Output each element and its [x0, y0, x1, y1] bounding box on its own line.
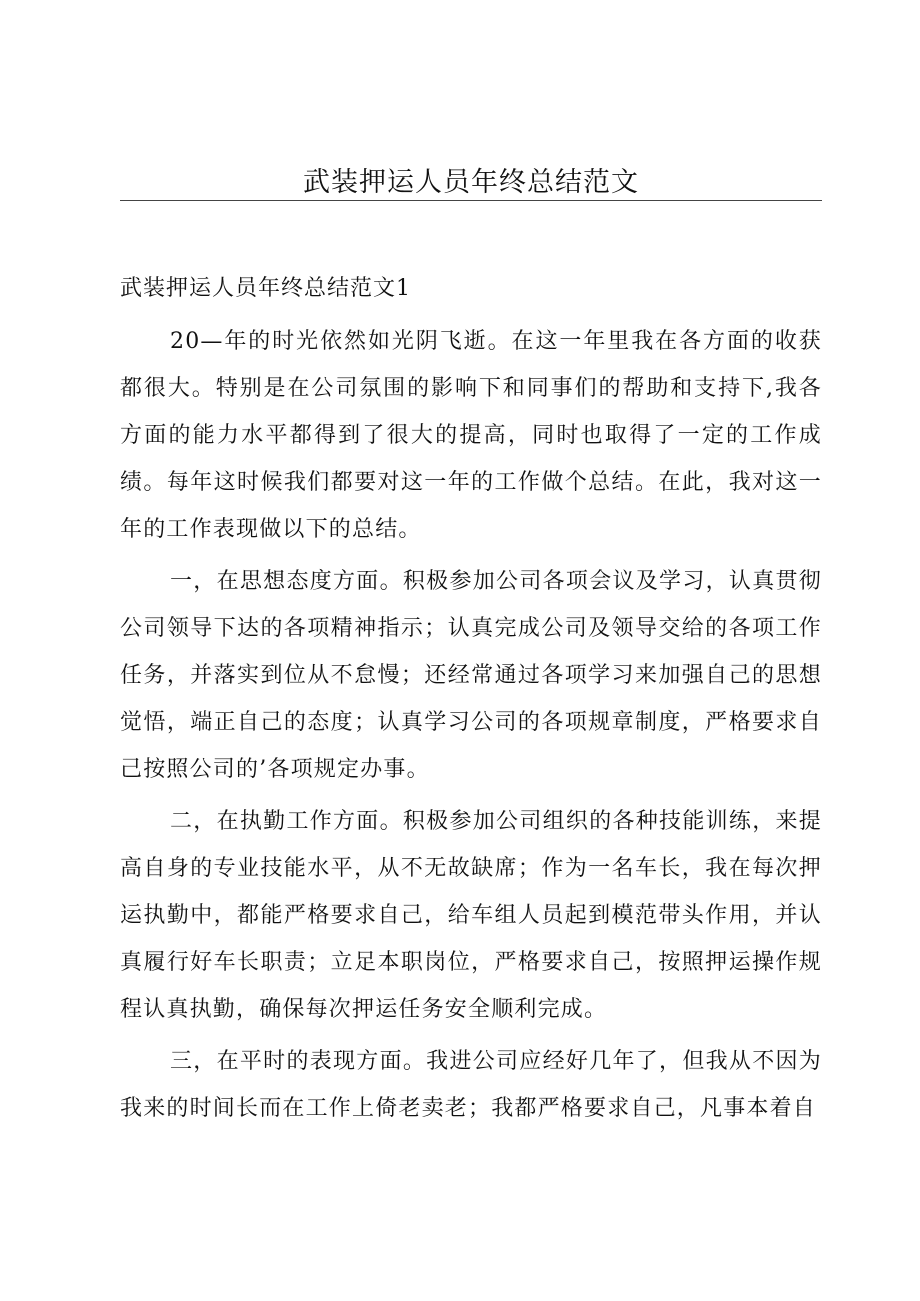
paragraph-attitude: 一，在思想态度方面。积极参加公司各项会议及学习，认真贯彻公司领导下达的各项精神指示；认真完成公司及领导交给的各项工作任务，并落实到位从不怠慢；还经常通过各项学习来加强自己的思想觉悟，端正自己的态度；认真学习公司的各项规章制度，严格要求自己按照公司的’各项规定办事。 — [120, 569, 822, 782]
paragraph-daily-conduct: 三，在平时的表现方面。我进公司应经好几年了，但我从不因为我来的时间长而在工作上倚老卖老；我都严格要求自己，凡事本着自 — [120, 1049, 822, 1121]
title-divider — [120, 200, 822, 201]
document-body — [120, 318, 822, 1137]
document-title: 武装押运人员年终总结范文 — [303, 167, 639, 198]
paragraph-duty: 二，在执勤工作方面。积极参加公司组织的各种技能训练，来提高自身的专业技能水平，从不无故缺席；作为一名车长，我在每次押运执勤中，都能严格要求自己，给车组人员起到模范带头作用，并认真履行好车长职责；立足本职岗位，严格要求自己，按照押运操作规程认真执勤，确保每次押运任务安全顺利完成。 — [120, 809, 822, 1022]
section-heading: 武装押运人员年终总结范文1 — [120, 276, 411, 301]
paragraph-intro: 20—年的时光依然如光阴飞逝。在这一年里我在各方面的收获都很大。特别是在公司氛围的影响下和同事们的帮助和支持下,我各方面的能力水平都得到了很大的提高，同时也取得了一定的工作成绩。每年这时候我们都要对这一年的工作做个总结。在此，我对这一年的工作表现做以下的总结。 — [120, 329, 822, 542]
